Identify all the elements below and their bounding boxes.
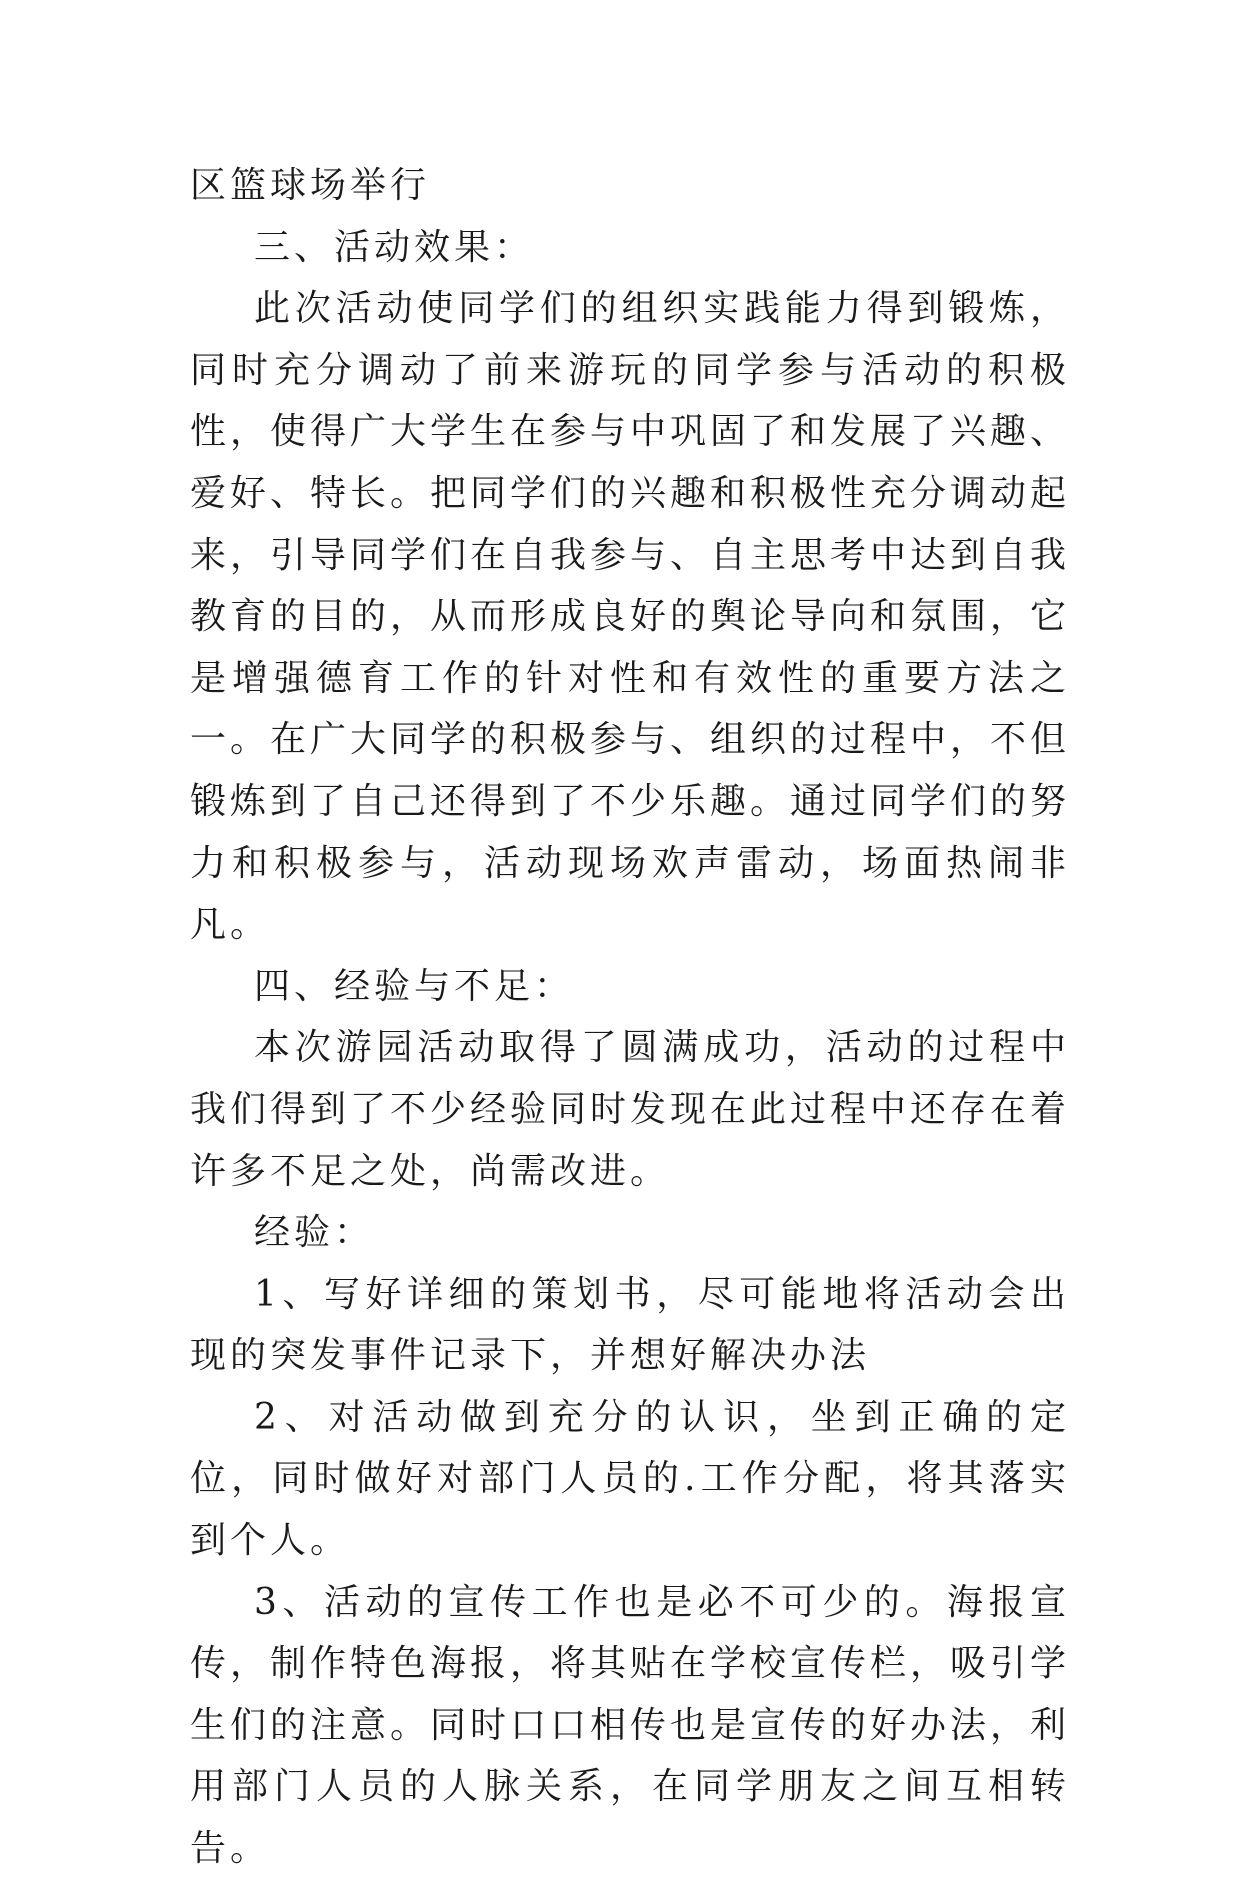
paragraph-summary: 本次游园活动取得了圆满成功，活动的过程中我们得到了不少经验同时发现在此过程中还存在着许多不足之处，尚需改进。 — [190, 1027, 1071, 1192]
list-item-1: 1、写好详细的策划书，尽可能地将活动会出现的突发事件记录下，并想好解决办法 — [190, 1273, 1070, 1377]
list-item-2: 2、对活动做到充分的认识，坐到正确的定位，同时做好对部门人员的.工作分配，将其落实到个人。 — [190, 1396, 1070, 1562]
document-body — [190, 155, 1070, 1880]
section-heading-experience: 四、经验与不足： — [254, 965, 575, 1007]
list-item-3: 3、活动的宣传工作也是必不可少的。海报宣传，制作特色海报，将其贴在学校宣传栏，吸引学生们的注意。同时口口相传也是宣传的好办法，利用部门人员的人脉关系，在同学朋友之间互相转告。 — [190, 1581, 1071, 1870]
paragraph-continuation: 区篮球场举行 — [190, 165, 431, 206]
paragraph-effects: 此次活动使同学们的组织实践能力得到锻炼，同时充分调动了前来游玩的同学参与活动的积极性，使得广大学生在参与中巩固了和发展了兴趣、爱好、特长。把同学们的兴趣和积极性充分调动起来，引导同学们在自我参与、自主思考中达到自我教育的目的，从而形成良好的舆论导向和氛围，它是增强德育工作的针对性和有效性的重要方法之一。在广大同学的积极参与、组织的过程中，不但锻炼到了自己还得到了不少乐趣。通过同学们的努力和积极参与，活动现场欢声雷动，场面热闹非凡。 — [190, 288, 1071, 946]
section-heading-effects: 三、活动效果： — [254, 226, 535, 268]
subheading-experience: 经验： — [254, 1212, 375, 1254]
